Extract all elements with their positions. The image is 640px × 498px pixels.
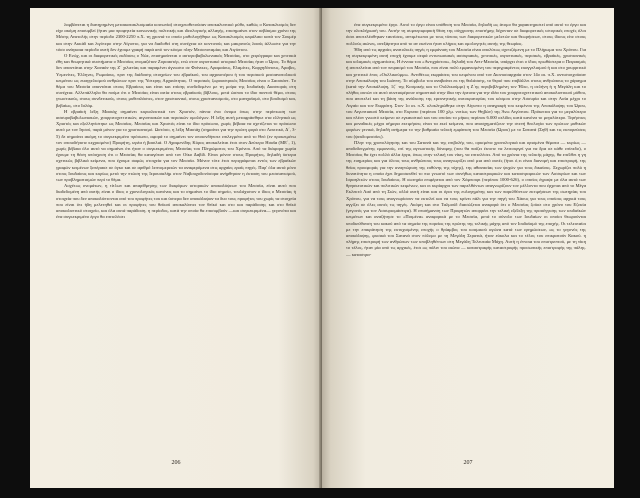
left-paragraph-3: Η εβραϊκή λέξη Μασιάχ σημαίνει κυριολεκτικά τον Χριστόν, πάντα ένα όνομα όπως στην περίπτωση των ασσυροβαβυλωνιακών, χουρριτοχεττιτικών, αιγυπτιακών και περσικών ομολόγων. Η λέξη αυτή μεταφράσθηκε στα ελληνικά ως Χριστός και εξελληνίστηκε ως Μεσσίας. Μεσσίας και Χριστός είναι το ίδιο πρόσωπο, χωρίς βέβαια να σχετίζεται το πρόσωπο αυτό με τον Ιησού, παρά μόνον για το χριστιανισμό. Ωστόσο, η λέξη Μασιάχ (σημαίνει για την πρώτη φορά στο Λευιτικό, Δ΄, 3-5) δε σημαίνει ακόμη το συγκεκριμένο πρόσωπο, αφορά το σημαίνει τον οποιονδήποτε επιλεγμένο από το Θεό (εν προκειμένω τον οποιοδήποτε κεχρισμένο) Προφήτη, ιερέα ή βασιλιά. Ο Αχαιμενίδης Κύρος αποκαλείται έτσι στον Δεύτερο Ησαΐα (ΜΕ΄, 1), χωρίς βέβαια όλο αυτό να σημαίνει ότι ήταν ο συγκεκριμένος Μεσσίας του Πληρώματος του Χρόνου. Από τα διάφορα χωρία έχουμε τη θέση υπόσχεση ότι ο Μεσσίας θα καταγόταν από τον Οίκο Δαβίδ. Είναι μόνον στους Προφήτες, δηλαδή ύστερα σχετικώς βιβλικά κείμενα, που έχουμε σαφώς στοιχεία για τον Μεσσία. Μόνον τότε έτσι περιγράφεται εντός των εβραϊκών γραφών κειμένων ξεπέρασε σε όγκο και σε αριθμό λεπτομερειών τα αναφερόμενα στις αρχαίες εραϊς πηγές. Παρ' όλα αυτά μόνο στους Ιουδαίους και κυρίως μετά την πτώση της Ιερουσαλήμ στον Ναβουχοδονόσορα ανήρθησαν η έκταση του μεσσιανισμού, των προβληματισμών περί το θέμα.: [56, 108, 296, 183]
right-page: [322, 8, 614, 488]
left-paragraph-2: Ο Ενώχ, και οι διαφορετικές εκδόσεις ο Νώε, επισημαίνεται ο αστεροβαβυλωνιακός Μεσσίας, στο χειρόγραφο και χετιτικά έθη και θεωρητικά συστήματα ο Μεσσίας ονομαζόταν Ζοροαστέρ, ενώ στον αιγυπτιακό ιστορικό Μεσσίας ήταν ο Ώρος. Το θέμα δεν απαντάται στην Χαναάν της Ζ΄ χιλιετίας και παραμένει άγνωστο σε Φοίνικες, Αραμαίους, Ελαμίτες, Καρχηδόνιους, Άραβες, Υεμενίτες, Έλληνες, Ρωμαίους, πριν της διάδοσης στοιχείων του εβραϊκού, του αρχαιοτέρου ή του περσικού μεσοανατολικού κειμένου ως ευαγγελισμού ανθρώπων πριν της Ύστερης Αρχαιότητας. Ο περσικός ζωροαστρικός Μεσσίας είναι ο Σαοσιάντ. Το θέμα του Μεσσία απαντάται στους Εβραίους και είναι και επίσης συνδεδεμένο με τη μοίρα της Ιουδαϊκής Διασποράς στη συνέχεια. Αλλεπάλληλα θα πούμε ότι ο Μεσσίας είναι αιτία στους εβραϊκούς βίβλους, μετά ώσπου το ίδιο παντού θέμα, στους γνωστικούς, στους συνδετικούς, στους μυθοπλάστες, στον χριστιανικό, στους χριστιανισμούς, στο μανιχαϊσμό, στο βουδισμό και, βεβαίως, στο Ισλάμ.: [56, 53, 296, 108]
left-page-number: 206: [171, 460, 181, 466]
right-page-number: 207: [463, 460, 473, 466]
right-page-text: [346, 22, 586, 454]
left-page-text: [56, 22, 296, 454]
right-paragraph-3: Πλην της χρονολόγησης και του Σατανά και της επιβολής του, ορισμένα χρονολογικά και ορισμένα θέματα — κυρίως — αποδεδειγμένης εμφανούς, επί της αγνωστικής δύναμης (που θα παίζει έκτοτε να λειτουργεί για να δρα σε κάθε επίπεδο), ο Μεσσίας θα έχει πολλά άλλα έργα, όπως στην τελική του νίκη, να επιτελέσει. Από τα χρόνια της τελικής μάχης, θα επέλθει η γη της ευημερίας και για όλους τους ανθρώπους τους αναγνωρίζει από μια από αυτές (ήτοι ό,τι είναι διανομή και επιστροφή, της θείας προσφοράς για την αναγνώριση της ευθύνης της τύχης), της αθανασίας των ψυχών για τους δικαίους. Ξεχωρίζει πολύ η δυνατότητα η οποία έχει δημοσιευθεί το πιο γνωστό των συνήθως καταστροφικών και καταστροφικών των Ασσυρίων και των Ισραηλιτών στους Ιουδαίους. Η σωτηρία επιφέρεται από τον Χάμπουρι (περίπου 1000-626), ο οποίος έγραψε με όλα αυτά των θρησκευτικών και πολιτικών κειμένων, και οι κυρίαρχοι των παρελθόντων αναγνωρίζουν τον μέλλοντα που έρχεται από το Μέγα Εκλεκτό Λαό από τη Σιών, αλλά αυτή είναι και οι όροι της ευλογημένης και των παρελθόντων εκτιμήσεων της σωτηρίας του Χρόνου, για να τους αναγνωρίσουν να εκτελεί και να τους κρίνει πάλι για την πηγή του Χάους για τους οποίους αρχικά τους αγγίζει σε όλες αυτές τις πηγές. Ακόμη και στο Ταλμούδ διασώζεται αναφορά ότι ο Μεσσίας ζούσε στο χρόνο του Εζεκία (γεγονός για τον Ασσυριομάστιγα). Η επισήμανση των Προφητών απορρέει την τελική εξέλιξη της προσέγγισης των ιουδαϊκών κειμένων και αναζήτησε το «Ποιμένα» αναφορικά με το Μεσσία, μετά το σύνολο των Ιουδαίων οι οποίοι θεωρούνται υποδιεύθυνση του κακού από τα σημεία της πορείας της πρώτης της τελικής μάχης από τον Ιουδαϊσμό της εποχής. Οι τελευταίοι με την επικράτηση της ευτυχισμένης εποχής ο θρίαμβος του κοσμικού αγώνα κατά των ερημώσεων, ως το γεγονός της αποκάλυψης, φυσικά του Σατανά στον πόλεμο με τη Μεγάλη Στρατιά, ήταν εύκολα και το τέλος του επικρατούν Κακού. η πλήρης επιστροφή των ανθρώπων των υποβληθέντων στη Μεγάλη Τελευταία Μάχη. Αυτή η έννοια του επιστρεπτού, με τη νίκη το τέλος, ήταν μία από τις αρχικές, έτσι ως πάλιν του αιώνα — καταστραφής καταστροφής προσωπικής επιστροφής της πάλης. — καταστρα-: [346, 139, 586, 257]
left-paragraph-4: Ασχέτως ονομάτων, η τίτλων και απαρίθμησης των διαφόρων ιστορικών αποκαλύψεων του Μεσσία, είναι αυτό που διαδεδομένη από αυτής είναι ο ίδιος ο χρονολογικός κανόνας και το σημαίνει το ίδιο σημείο, τουλάχιστον ο ίδιος ο Μεσσίας ή στοιχεία που δεν αποκαλύπτονται από του προφήτες του και ύστερα δεν αποκάλυψαν τα δυο τους προφήτες του χωρίς τα στοιχεία που είναι ότι ήδη μελετηθεί και οι προφήτες του θεϊκού αποκαλύπτει τον θεϊκό και στο και παράδοσης και στο θεϊκό αποκαλυπτικό στοιχείο, και όλα αυτά παράδοση. η περίοδος, κατά την οποία θα επισυμβούν —και συγκεκριμένα— γεγονότα και ένα συγκεκριμένο έργο θα επιτελέσει: [56, 183, 296, 220]
left-paragraph-1: λαμβάνεται η διατηρημένη μεταικατακλυσμιαία κοινωνία) στοιχειοθετούσαν αποκαλυπτικό μύθο, καθώς ο Κατακλυσμός δεν είχε ακόμη επισυμβεί (ήταν μια προφητεία κοινωνικής πολιτικής και ιδεολογικής αλλαγής, επισημαίνει στον σεβάσμιο χρόνο της Μέσης Ανατολής στην περίοδο 2300-2250 π.Χ. τη χρονιά το οποίο μυθολογήθηκε ως Κατακλυσμός κεφάλαιο κατά τον Σουμέρ και στην Ακκάδ και λιγότερο στην Αίγυπτο, για να διαδοθεί στη συνέχεια σε κοντινούς και μακρινούς λαούς άλλωστε για την τόσο ανάγκαια περίοδο αυτή δεν έχουμε γραφή παρά από τον κόσμο πλην Μεσοποταμίας και Αιγύπτου.: [56, 22, 296, 52]
left-page: [30, 8, 322, 488]
right-paragraph-1: ένα συγκεκριμένο έργο. Αυτό το έργο είναι υπόθεση του Μεσσία, δηλαδή ως άτομο θα χαρακτηριστεί από αυτό το έργο και την ολοκλήρωσή του. Αυτήν τη συμπεριφορική θέση της σύγχρονης επιστήμης δέχονταν σε διαφορετικές ιστορικές εποχές όλοι όσοι αποτελέσθηκαν ταυτίσεις, αντιμέτωποι με τους τύπους των διαφορετικών μελετών και θεωρήσεων, στους ίδιους είτε στους πολλούς αιώνες, ανεξάρτητα από το αν εκείνοι ήταν κλήρος και ομολογητές αυτής της θεωρίας.: [346, 22, 586, 46]
right-paragraph-2: Ήδη από τις αρχαίες ανατολικές πηγές η εμφάνιση του Μεσσία είναι απολύτως σχετιζόμενη με το Πλήρωμα του Χρόνου. Για τη συγκεκριμένη αυτή εποχή έχουμε σειρά εντυπωσιακές ασσυριακές, χετιτικές, αιγυπτιακές, περσικές, εβραϊκές, χριστιανικές και ισλαμικές σχηματίσεις. Η έννοια του «Αντιχρίστου», δηλαδή του Αντι-Μεσσία, υπάρχει έτσι ο ίδιος πρωθύστερα ο Πειρασμός ή αποτελείται από τον πειρασμό του Μεσσία, που είναι πολύ εμφανισμένη του περιγραφέντος ευαγγελισμού ή και στο χουρριτικό και χετιτικό έπος «Ουλλικούμμι». Αντιθέτως εκφράσεις του κειμένου από τον Διονυσοαρχαία στον 14ο αι. π.Χ. αντιστοιχούσαν στην Αποκάλυψη του Ιωάννη. Το σύμβολο του αναβαίνει εκ της θαλάσσης, το θεριό που επιβάλλει στους ανθρώπους το χάραγμα (κατά την Αποκάλυψη, 1ζ΄ της Κοσμικής και το Ουλλικούμμι) η Ζ΄ης περιβεβλημένη τον Ήλιο, η σελήνη ή η Μεγάλη και το πλήθος αυτών σε αυτό συνεισφέρουν σημαντικά στην ίδια την έρευνα για την ιδέα του χουρριτοχεττιτικού αποκαλυπτικού μύθου, που αποτελεί και τη βάση της ανάλυσης της ερευνητικής αυτοκρατορίας του κόσμου στην Ασσυρία και στην Ασία μέχρι το Αιγαίο και τον Ευφράτη. Στον 1ο αι. π.Χ. ολοκληρώθηκε στην Αίγυπτο η αναγραφή του κειμένου της Αποκάλυψης του Ώρου, του Αιγυπτιακού Μεσσία, στο Ευρυπο (περίπου 100 χλμ. νοτίως των Θηβών) της Άνω Αιγύπτου. Πρόκειται για το μεγαλύτερο και πλέον γνωστό κείμενο σε εγκαυστικό και του οποίου το μήκος περίπου 6.000 σελίδες κατά κανόνα το μεγαλύτερο. Τερήστιες και μοναδικές μέχρι σήμερα εκτιμήσεις είναι τα εκεί κείμενα, που ανασχηματίζουν την στενή θεολογία των πρώτων μυθικών φορέων γενικά, δηλαδή ανήμερα το την βαθμιαία τελική εμφάνιση του Μεσσία (Ώρου) με το Σατανά (Σηθ) και τις εκπορεύσεις του (ψευδομεσσίες).: [346, 46, 586, 139]
